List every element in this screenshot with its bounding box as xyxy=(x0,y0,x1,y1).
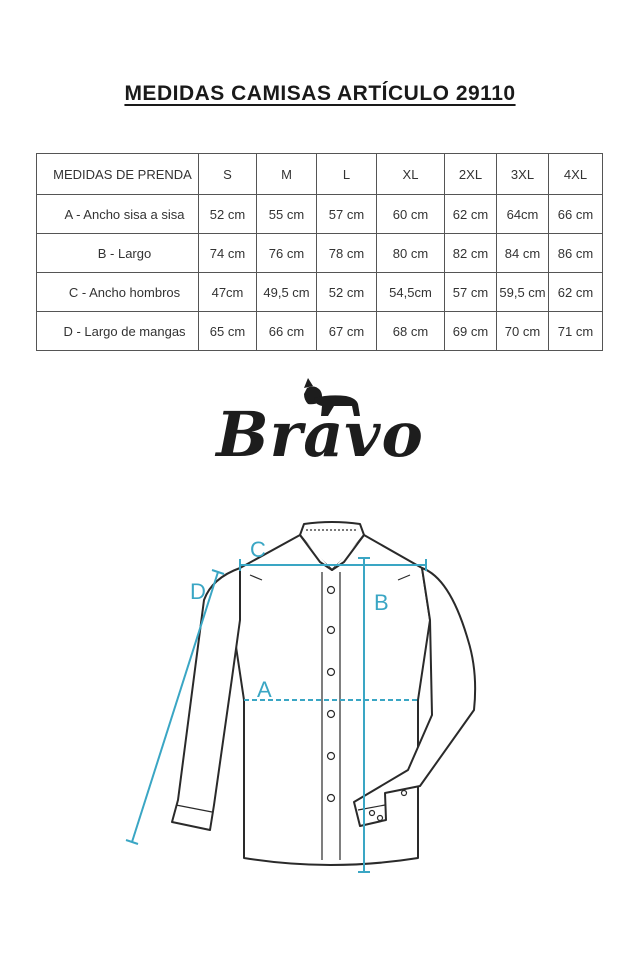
table-cell: 82 cm xyxy=(445,234,497,273)
table-cell: 80 cm xyxy=(377,234,445,273)
row-label: C - Ancho hombros xyxy=(37,273,199,312)
table-cell: 69 cm xyxy=(445,312,497,351)
table-cell: 62 cm xyxy=(549,273,603,312)
table-row xyxy=(37,312,603,351)
size-header: 2XL xyxy=(445,154,497,195)
size-header: S xyxy=(199,154,257,195)
table-cell: 49,5 cm xyxy=(257,273,317,312)
size-table xyxy=(36,153,603,351)
table-cell: 55 cm xyxy=(257,195,317,234)
label-a: A xyxy=(257,677,272,702)
label-d: D xyxy=(190,579,206,604)
shirt-diagram xyxy=(0,500,640,900)
table-header-label: MEDIDAS DE PRENDA xyxy=(37,154,199,195)
table-cell: 66 cm xyxy=(549,195,603,234)
row-label: B - Largo xyxy=(37,234,199,273)
table-cell: 66 cm xyxy=(257,312,317,351)
table-cell: 71 cm xyxy=(549,312,603,351)
table-cell: 57 cm xyxy=(317,195,377,234)
size-header: 4XL xyxy=(549,154,603,195)
table-cell: 62 cm xyxy=(445,195,497,234)
table-row xyxy=(37,273,603,312)
table-cell: 60 cm xyxy=(377,195,445,234)
table-cell: 52 cm xyxy=(317,273,377,312)
table-row xyxy=(37,195,603,234)
table-cell: 67 cm xyxy=(317,312,377,351)
brand-wordmark: Bravo xyxy=(216,398,424,471)
table-cell: 47cm xyxy=(199,273,257,312)
row-label: A - Ancho sisa a sisa xyxy=(37,195,199,234)
table-cell: 59,5 cm xyxy=(497,273,549,312)
page-title xyxy=(0,82,640,106)
table-cell: 68 cm xyxy=(377,312,445,351)
table-cell: 86 cm xyxy=(549,234,603,273)
table-cell: 52 cm xyxy=(199,195,257,234)
label-b: B xyxy=(374,590,389,615)
table-row xyxy=(37,234,603,273)
table-cell: 54,5cm xyxy=(377,273,445,312)
size-header: M xyxy=(257,154,317,195)
table-cell: 78 cm xyxy=(317,234,377,273)
table-cell: 70 cm xyxy=(497,312,549,351)
table-header-row xyxy=(37,154,603,195)
page-title-text: MEDIDAS CAMISAS ARTÍCULO 29110 xyxy=(124,82,516,105)
size-header: XL xyxy=(377,154,445,195)
table-cell: 84 cm xyxy=(497,234,549,273)
table-cell: 64cm xyxy=(497,195,549,234)
table-cell: 57 cm xyxy=(445,273,497,312)
label-c: C xyxy=(250,537,266,562)
row-label: D - Largo de mangas xyxy=(37,312,199,351)
table-cell: 76 cm xyxy=(257,234,317,273)
size-header: 3XL xyxy=(497,154,549,195)
size-header: L xyxy=(317,154,377,195)
table-cell: 74 cm xyxy=(199,234,257,273)
table-cell: 65 cm xyxy=(199,312,257,351)
